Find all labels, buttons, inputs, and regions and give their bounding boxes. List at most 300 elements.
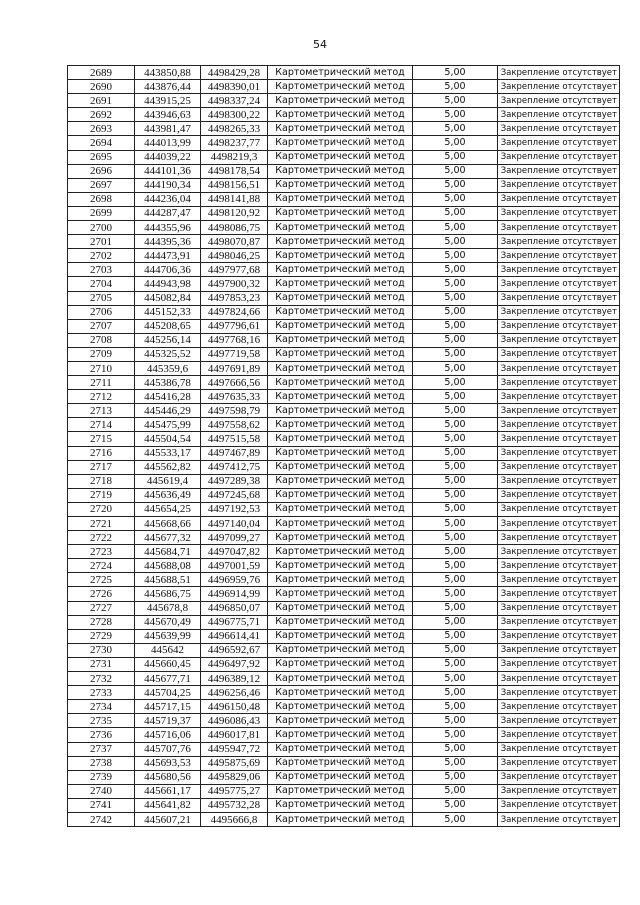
fixation-cell: Закрепление отсутствует	[498, 376, 620, 390]
x-coordinate-cell: 445152,33	[135, 305, 201, 319]
point-number-cell: 2710	[68, 361, 135, 375]
method-cell: Картометрический метод	[268, 657, 413, 671]
y-coordinate-cell: 4497666,56	[201, 376, 268, 390]
y-coordinate-cell: 4496150,48	[201, 700, 268, 714]
y-coordinate-cell: 4497558,62	[201, 418, 268, 432]
y-coordinate-cell: 4497768,16	[201, 333, 268, 347]
method-cell: Картометрический метод	[268, 122, 413, 136]
fixation-cell: Закрепление отсутствует	[498, 559, 620, 573]
x-coordinate-cell: 445677,71	[135, 672, 201, 686]
point-number-cell: 2724	[68, 559, 135, 573]
method-cell: Картометрический метод	[268, 164, 413, 178]
table-row	[68, 672, 620, 686]
table-row	[68, 531, 620, 545]
table-row	[68, 66, 620, 80]
table-row	[68, 728, 620, 742]
precision-cell: 5,00	[413, 122, 498, 136]
precision-cell: 5,00	[413, 784, 498, 798]
table-row	[68, 686, 620, 700]
x-coordinate-cell: 445504,54	[135, 432, 201, 446]
table-row	[68, 714, 620, 728]
fixation-cell: Закрепление отсутствует	[498, 742, 620, 756]
precision-cell: 5,00	[413, 615, 498, 629]
y-coordinate-cell: 4496592,67	[201, 643, 268, 657]
method-cell: Картометрический метод	[268, 347, 413, 361]
precision-cell: 5,00	[413, 192, 498, 206]
method-cell: Картометрический метод	[268, 206, 413, 220]
fixation-cell: Закрепление отсутствует	[498, 517, 620, 531]
method-cell: Картометрический метод	[268, 517, 413, 531]
point-number-cell: 2705	[68, 291, 135, 305]
table-row	[68, 235, 620, 249]
y-coordinate-cell: 4497047,82	[201, 545, 268, 559]
method-cell: Картометрический метод	[268, 798, 413, 812]
x-coordinate-cell: 445716,06	[135, 728, 201, 742]
fixation-cell: Закрепление отсутствует	[498, 108, 620, 122]
point-number-cell: 2739	[68, 770, 135, 784]
fixation-cell: Закрепление отсутствует	[498, 629, 620, 643]
method-cell: Картометрический метод	[268, 784, 413, 798]
point-number-cell: 2720	[68, 502, 135, 516]
method-cell: Картометрический метод	[268, 742, 413, 756]
page-number: 54	[313, 38, 327, 51]
y-coordinate-cell: 4497796,61	[201, 319, 268, 333]
precision-cell: 5,00	[413, 291, 498, 305]
x-coordinate-cell: 445717,15	[135, 700, 201, 714]
fixation-cell: Закрепление отсутствует	[498, 756, 620, 770]
table-row	[68, 700, 620, 714]
table-row	[68, 361, 620, 375]
precision-cell: 5,00	[413, 770, 498, 784]
point-number-cell: 2696	[68, 164, 135, 178]
point-number-cell: 2726	[68, 587, 135, 601]
precision-cell: 5,00	[413, 319, 498, 333]
y-coordinate-cell: 4497719,58	[201, 347, 268, 361]
precision-cell: 5,00	[413, 657, 498, 671]
y-coordinate-cell: 4498237,77	[201, 136, 268, 150]
table-row	[68, 657, 620, 671]
precision-cell: 5,00	[413, 178, 498, 192]
x-coordinate-cell: 445619,4	[135, 474, 201, 488]
table-row	[68, 390, 620, 404]
table-row	[68, 94, 620, 108]
method-cell: Картометрический метод	[268, 615, 413, 629]
table-row	[68, 404, 620, 418]
table-row	[68, 784, 620, 798]
x-coordinate-cell: 445668,66	[135, 517, 201, 531]
method-cell: Картометрический метод	[268, 221, 413, 235]
table-row	[68, 517, 620, 531]
precision-cell: 5,00	[413, 221, 498, 235]
method-cell: Картометрический метод	[268, 643, 413, 657]
method-cell: Картометрический метод	[268, 531, 413, 545]
precision-cell: 5,00	[413, 756, 498, 770]
point-number-cell: 2712	[68, 390, 135, 404]
x-coordinate-cell: 444101,36	[135, 164, 201, 178]
table-row	[68, 770, 620, 784]
method-cell: Картометрический метод	[268, 178, 413, 192]
x-coordinate-cell: 445386,78	[135, 376, 201, 390]
table-row	[68, 376, 620, 390]
method-cell: Картометрический метод	[268, 390, 413, 404]
method-cell: Картометрический метод	[268, 136, 413, 150]
y-coordinate-cell: 4496914,99	[201, 587, 268, 601]
fixation-cell: Закрепление отсутствует	[498, 305, 620, 319]
x-coordinate-cell: 445670,49	[135, 615, 201, 629]
point-number-cell: 2702	[68, 249, 135, 263]
precision-cell: 5,00	[413, 488, 498, 502]
point-number-cell: 2735	[68, 714, 135, 728]
x-coordinate-cell: 443915,25	[135, 94, 201, 108]
y-coordinate-cell: 4495829,06	[201, 770, 268, 784]
fixation-cell: Закрепление отсутствует	[498, 249, 620, 263]
method-cell: Картометрический метод	[268, 545, 413, 559]
x-coordinate-cell: 445256,14	[135, 333, 201, 347]
table-row	[68, 643, 620, 657]
fixation-cell: Закрепление отсутствует	[498, 573, 620, 587]
precision-cell: 5,00	[413, 136, 498, 150]
x-coordinate-cell: 444706,36	[135, 263, 201, 277]
y-coordinate-cell: 4498086,75	[201, 221, 268, 235]
y-coordinate-cell: 4497192,53	[201, 502, 268, 516]
fixation-cell: Закрепление отсутствует	[498, 418, 620, 432]
method-cell: Картометрический метод	[268, 629, 413, 643]
precision-cell: 5,00	[413, 742, 498, 756]
method-cell: Картометрический метод	[268, 601, 413, 615]
precision-cell: 5,00	[413, 545, 498, 559]
x-coordinate-cell: 445636,49	[135, 488, 201, 502]
fixation-cell: Закрепление отсутствует	[498, 798, 620, 812]
point-number-cell: 2694	[68, 136, 135, 150]
y-coordinate-cell: 4498390,01	[201, 80, 268, 94]
y-coordinate-cell: 4496389,12	[201, 672, 268, 686]
fixation-cell: Закрепление отсутствует	[498, 347, 620, 361]
fixation-cell: Закрепление отсутствует	[498, 545, 620, 559]
fixation-cell: Закрепление отсутствует	[498, 432, 620, 446]
point-number-cell: 2706	[68, 305, 135, 319]
fixation-cell: Закрепление отсутствует	[498, 80, 620, 94]
x-coordinate-cell: 445416,28	[135, 390, 201, 404]
method-cell: Картометрический метод	[268, 249, 413, 263]
method-cell: Картометрический метод	[268, 446, 413, 460]
point-number-cell: 2734	[68, 700, 135, 714]
precision-cell: 5,00	[413, 333, 498, 347]
table-row	[68, 192, 620, 206]
precision-cell: 5,00	[413, 714, 498, 728]
y-coordinate-cell: 4498046,25	[201, 249, 268, 263]
table-row	[68, 178, 620, 192]
y-coordinate-cell: 4498429,28	[201, 66, 268, 80]
fixation-cell: Закрепление отсутствует	[498, 657, 620, 671]
precision-cell: 5,00	[413, 390, 498, 404]
y-coordinate-cell: 4497635,33	[201, 390, 268, 404]
table-row	[68, 263, 620, 277]
fixation-cell: Закрепление отсутствует	[498, 361, 620, 375]
point-number-cell: 2737	[68, 742, 135, 756]
method-cell: Картометрический метод	[268, 291, 413, 305]
method-cell: Картометрический метод	[268, 80, 413, 94]
point-number-cell: 2736	[68, 728, 135, 742]
fixation-cell: Закрепление отсутствует	[498, 728, 620, 742]
y-coordinate-cell: 4497001,59	[201, 559, 268, 573]
method-cell: Картометрический метод	[268, 333, 413, 347]
x-coordinate-cell: 445654,25	[135, 502, 201, 516]
fixation-cell: Закрепление отсутствует	[498, 178, 620, 192]
point-number-cell: 2728	[68, 615, 135, 629]
fixation-cell: Закрепление отсутствует	[498, 686, 620, 700]
method-cell: Картометрический метод	[268, 686, 413, 700]
point-number-cell: 2723	[68, 545, 135, 559]
y-coordinate-cell: 4497245,68	[201, 488, 268, 502]
precision-cell: 5,00	[413, 672, 498, 686]
fixation-cell: Закрепление отсутствует	[498, 333, 620, 347]
point-number-cell: 2691	[68, 94, 135, 108]
method-cell: Картометрический метод	[268, 502, 413, 516]
x-coordinate-cell: 445475,99	[135, 418, 201, 432]
table-row	[68, 305, 620, 319]
precision-cell: 5,00	[413, 108, 498, 122]
precision-cell: 5,00	[413, 601, 498, 615]
table-row	[68, 291, 620, 305]
point-number-cell: 2713	[68, 404, 135, 418]
x-coordinate-cell: 444287,47	[135, 206, 201, 220]
x-coordinate-cell: 444039,22	[135, 150, 201, 164]
fixation-cell: Закрепление отсутствует	[498, 587, 620, 601]
fixation-cell: Закрепление отсутствует	[498, 714, 620, 728]
coordinates-table	[67, 65, 620, 827]
fixation-cell: Закрепление отсутствует	[498, 263, 620, 277]
method-cell: Картометрический метод	[268, 714, 413, 728]
y-coordinate-cell: 4496017,81	[201, 728, 268, 742]
table-row	[68, 80, 620, 94]
table-row	[68, 559, 620, 573]
fixation-cell: Закрепление отсутствует	[498, 784, 620, 798]
fixation-cell: Закрепление отсутствует	[498, 291, 620, 305]
table-row	[68, 742, 620, 756]
y-coordinate-cell: 4497467,89	[201, 446, 268, 460]
precision-cell: 5,00	[413, 432, 498, 446]
fixation-cell: Закрепление отсутствует	[498, 474, 620, 488]
precision-cell: 5,00	[413, 164, 498, 178]
x-coordinate-cell: 445660,45	[135, 657, 201, 671]
precision-cell: 5,00	[413, 446, 498, 460]
y-coordinate-cell: 4496256,46	[201, 686, 268, 700]
precision-cell: 5,00	[413, 347, 498, 361]
y-coordinate-cell: 4498070,87	[201, 235, 268, 249]
y-coordinate-cell: 4498337,24	[201, 94, 268, 108]
method-cell: Картометрический метод	[268, 418, 413, 432]
fixation-cell: Закрепление отсутствует	[498, 277, 620, 291]
x-coordinate-cell: 445446,29	[135, 404, 201, 418]
x-coordinate-cell: 443850,88	[135, 66, 201, 80]
table-row	[68, 474, 620, 488]
fixation-cell: Закрепление отсутствует	[498, 446, 620, 460]
point-number-cell: 2695	[68, 150, 135, 164]
method-cell: Картометрический метод	[268, 756, 413, 770]
x-coordinate-cell: 445693,53	[135, 756, 201, 770]
fixation-cell: Закрепление отсутствует	[498, 672, 620, 686]
y-coordinate-cell: 4497977,68	[201, 263, 268, 277]
y-coordinate-cell: 4497515,58	[201, 432, 268, 446]
y-coordinate-cell: 4498141,88	[201, 192, 268, 206]
method-cell: Картометрический метод	[268, 376, 413, 390]
x-coordinate-cell: 444943,98	[135, 277, 201, 291]
fixation-cell: Закрепление отсутствует	[498, 390, 620, 404]
method-cell: Картометрический метод	[268, 672, 413, 686]
precision-cell: 5,00	[413, 629, 498, 643]
fixation-cell: Закрепление отсутствует	[498, 150, 620, 164]
method-cell: Картометрический метод	[268, 812, 413, 826]
point-number-cell: 2719	[68, 488, 135, 502]
precision-cell: 5,00	[413, 80, 498, 94]
point-number-cell: 2690	[68, 80, 135, 94]
fixation-cell: Закрепление отсутствует	[498, 221, 620, 235]
point-number-cell: 2742	[68, 812, 135, 826]
point-number-cell: 2711	[68, 376, 135, 390]
table-row	[68, 206, 620, 220]
point-number-cell: 2722	[68, 531, 135, 545]
method-cell: Картометрический метод	[268, 728, 413, 742]
precision-cell: 5,00	[413, 587, 498, 601]
method-cell: Картометрический метод	[268, 474, 413, 488]
precision-cell: 5,00	[413, 206, 498, 220]
y-coordinate-cell: 4495666,8	[201, 812, 268, 826]
fixation-cell: Закрепление отсутствует	[498, 319, 620, 333]
point-number-cell: 2699	[68, 206, 135, 220]
x-coordinate-cell: 445680,56	[135, 770, 201, 784]
table-row	[68, 615, 620, 629]
precision-cell: 5,00	[413, 235, 498, 249]
method-cell: Картометрический метод	[268, 587, 413, 601]
precision-cell: 5,00	[413, 404, 498, 418]
point-number-cell: 2714	[68, 418, 135, 432]
fixation-cell: Закрепление отсутствует	[498, 136, 620, 150]
fixation-cell: Закрепление отсутствует	[498, 601, 620, 615]
point-number-cell: 2716	[68, 446, 135, 460]
y-coordinate-cell: 4497598,79	[201, 404, 268, 418]
point-number-cell: 2729	[68, 629, 135, 643]
table-row	[68, 573, 620, 587]
method-cell: Картометрический метод	[268, 192, 413, 206]
point-number-cell: 2740	[68, 784, 135, 798]
precision-cell: 5,00	[413, 277, 498, 291]
point-number-cell: 2718	[68, 474, 135, 488]
method-cell: Картометрический метод	[268, 770, 413, 784]
x-coordinate-cell: 443981,47	[135, 122, 201, 136]
fixation-cell: Закрепление отсутствует	[498, 206, 620, 220]
y-coordinate-cell: 4496614,41	[201, 629, 268, 643]
precision-cell: 5,00	[413, 502, 498, 516]
table-row	[68, 164, 620, 178]
x-coordinate-cell: 444190,34	[135, 178, 201, 192]
x-coordinate-cell: 445677,32	[135, 531, 201, 545]
x-coordinate-cell: 445684,71	[135, 545, 201, 559]
y-coordinate-cell: 4498219,3	[201, 150, 268, 164]
y-coordinate-cell: 4498120,92	[201, 206, 268, 220]
x-coordinate-cell: 443946,63	[135, 108, 201, 122]
precision-cell: 5,00	[413, 66, 498, 80]
precision-cell: 5,00	[413, 249, 498, 263]
x-coordinate-cell: 445562,82	[135, 460, 201, 474]
x-coordinate-cell: 445642	[135, 643, 201, 657]
method-cell: Картометрический метод	[268, 573, 413, 587]
precision-cell: 5,00	[413, 700, 498, 714]
coordinates-table-body	[68, 66, 620, 827]
precision-cell: 5,00	[413, 474, 498, 488]
point-number-cell: 2700	[68, 221, 135, 235]
y-coordinate-cell: 4497412,75	[201, 460, 268, 474]
y-coordinate-cell: 4498178,54	[201, 164, 268, 178]
y-coordinate-cell: 4496497,92	[201, 657, 268, 671]
point-number-cell: 2738	[68, 756, 135, 770]
y-coordinate-cell: 4495875,69	[201, 756, 268, 770]
table-row	[68, 150, 620, 164]
fixation-cell: Закрепление отсутствует	[498, 192, 620, 206]
point-number-cell: 2693	[68, 122, 135, 136]
x-coordinate-cell: 444355,96	[135, 221, 201, 235]
method-cell: Картометрический метод	[268, 235, 413, 249]
point-number-cell: 2741	[68, 798, 135, 812]
table-row	[68, 601, 620, 615]
table-row	[68, 545, 620, 559]
method-cell: Картометрический метод	[268, 305, 413, 319]
precision-cell: 5,00	[413, 361, 498, 375]
method-cell: Картометрический метод	[268, 277, 413, 291]
point-number-cell: 2698	[68, 192, 135, 206]
y-coordinate-cell: 4497099,27	[201, 531, 268, 545]
table-row	[68, 756, 620, 770]
point-number-cell: 2709	[68, 347, 135, 361]
point-number-cell: 2708	[68, 333, 135, 347]
table-row	[68, 798, 620, 812]
point-number-cell: 2692	[68, 108, 135, 122]
x-coordinate-cell: 445688,51	[135, 573, 201, 587]
point-number-cell: 2727	[68, 601, 135, 615]
table-row	[68, 277, 620, 291]
precision-cell: 5,00	[413, 305, 498, 319]
precision-cell: 5,00	[413, 798, 498, 812]
method-cell: Картометрический метод	[268, 263, 413, 277]
fixation-cell: Закрепление отсутствует	[498, 164, 620, 178]
x-coordinate-cell: 445707,76	[135, 742, 201, 756]
point-number-cell: 2732	[68, 672, 135, 686]
table-row	[68, 460, 620, 474]
method-cell: Картометрический метод	[268, 700, 413, 714]
point-number-cell: 2733	[68, 686, 135, 700]
precision-cell: 5,00	[413, 728, 498, 742]
point-number-cell: 2725	[68, 573, 135, 587]
precision-cell: 5,00	[413, 559, 498, 573]
x-coordinate-cell: 445639,99	[135, 629, 201, 643]
method-cell: Картометрический метод	[268, 150, 413, 164]
precision-cell: 5,00	[413, 531, 498, 545]
y-coordinate-cell: 4496850,07	[201, 601, 268, 615]
y-coordinate-cell: 4495775,27	[201, 784, 268, 798]
precision-cell: 5,00	[413, 812, 498, 826]
fixation-cell: Закрепление отсутствует	[498, 122, 620, 136]
fixation-cell: Закрепление отсутствует	[498, 460, 620, 474]
x-coordinate-cell: 445533,17	[135, 446, 201, 460]
y-coordinate-cell: 4498300,22	[201, 108, 268, 122]
method-cell: Картометрический метод	[268, 432, 413, 446]
point-number-cell: 2707	[68, 319, 135, 333]
precision-cell: 5,00	[413, 150, 498, 164]
method-cell: Картометрический метод	[268, 404, 413, 418]
precision-cell: 5,00	[413, 573, 498, 587]
fixation-cell: Закрепление отсутствует	[498, 812, 620, 826]
table-row	[68, 249, 620, 263]
y-coordinate-cell: 4497900,32	[201, 277, 268, 291]
